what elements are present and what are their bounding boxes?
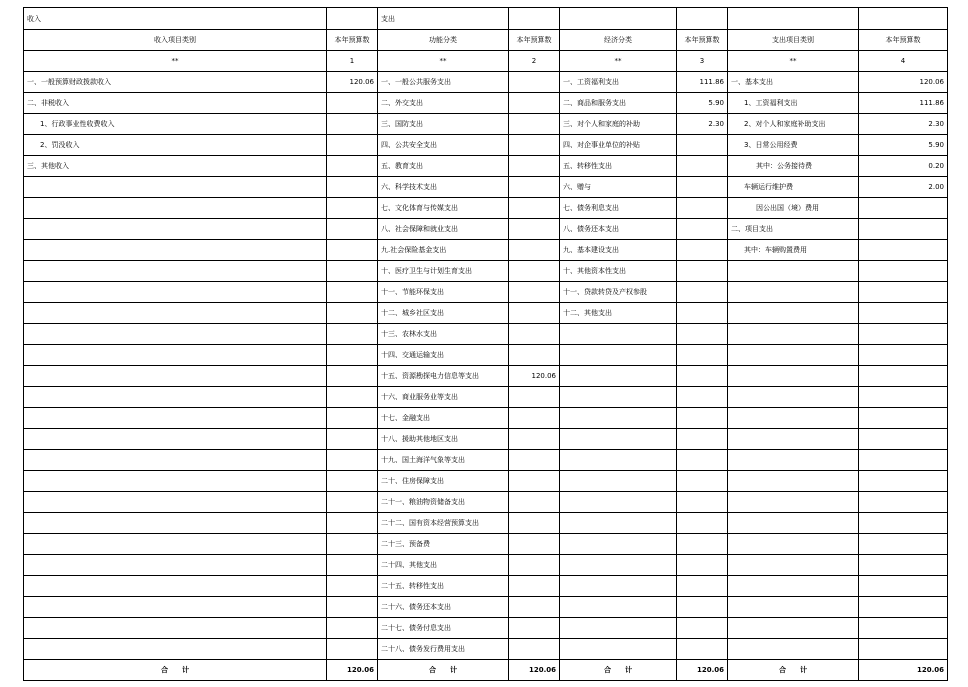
expense-item-label[interactable]: 二、项目支出 bbox=[728, 219, 859, 240]
income-item-value[interactable]: 120.06 bbox=[327, 72, 378, 93]
functional-item-value[interactable] bbox=[509, 639, 560, 660]
cell-empty[interactable] bbox=[24, 639, 327, 660]
functional-item-label[interactable]: 五、教育支出 bbox=[378, 156, 509, 177]
functional-item-label[interactable]: 十、医疗卫生与计划生育支出 bbox=[378, 261, 509, 282]
expense-section-title[interactable]: 支出 bbox=[378, 8, 509, 30]
cell-empty[interactable] bbox=[560, 618, 677, 639]
table-row bbox=[24, 240, 948, 261]
cell-empty[interactable] bbox=[728, 513, 859, 534]
economic-item-value[interactable] bbox=[677, 156, 728, 177]
cell-empty[interactable] bbox=[859, 261, 948, 282]
cell-empty[interactable] bbox=[560, 408, 677, 429]
cell-empty[interactable] bbox=[677, 8, 728, 30]
cell-empty[interactable] bbox=[859, 513, 948, 534]
cell-empty[interactable] bbox=[859, 408, 948, 429]
functional-item-label[interactable]: 十九、国土海洋气象等支出 bbox=[378, 450, 509, 471]
cell-empty[interactable] bbox=[677, 429, 728, 450]
index-marker[interactable]: ** bbox=[378, 51, 509, 72]
table-row bbox=[24, 156, 948, 177]
economic-item-label[interactable]: 一、工资福利支出 bbox=[560, 72, 677, 93]
cell-empty[interactable] bbox=[560, 429, 677, 450]
cell-empty[interactable] bbox=[24, 450, 327, 471]
cell-empty[interactable] bbox=[677, 324, 728, 345]
expense-item-label[interactable]: 1、工资福利支出 bbox=[728, 93, 859, 114]
economic-total-value[interactable]: 120.06 bbox=[677, 660, 728, 681]
cell-empty[interactable] bbox=[560, 576, 677, 597]
expense-item-label[interactable]: 3、日常公用经费 bbox=[728, 135, 859, 156]
functional-item-label[interactable]: 十三、农林水支出 bbox=[378, 324, 509, 345]
cell-empty[interactable] bbox=[327, 450, 378, 471]
cell-empty[interactable] bbox=[24, 534, 327, 555]
cell-empty[interactable] bbox=[677, 492, 728, 513]
functional-item-value[interactable] bbox=[509, 597, 560, 618]
expense-total-label[interactable]: 合 计 bbox=[728, 660, 859, 681]
cell-empty[interactable] bbox=[859, 597, 948, 618]
functional-item-label[interactable]: 二十、住房保障支出 bbox=[378, 471, 509, 492]
table-row bbox=[24, 93, 948, 114]
expense-item-value[interactable] bbox=[859, 240, 948, 261]
expense-total-value[interactable]: 120.06 bbox=[859, 660, 948, 681]
functional-item-value[interactable] bbox=[509, 513, 560, 534]
table-row bbox=[24, 492, 948, 513]
cell-empty[interactable] bbox=[327, 8, 378, 30]
economic-item-label[interactable]: 四、对企事业单位的补贴 bbox=[560, 135, 677, 156]
functional-item-value[interactable] bbox=[509, 576, 560, 597]
index-marker[interactable]: ** bbox=[560, 51, 677, 72]
cell-empty[interactable] bbox=[24, 492, 327, 513]
functional-item-value[interactable] bbox=[509, 345, 560, 366]
functional-item-label[interactable]: 二十一、粮油物资储备支出 bbox=[378, 492, 509, 513]
index-number[interactable]: 4 bbox=[859, 51, 948, 72]
cell-empty[interactable] bbox=[560, 471, 677, 492]
table-row bbox=[24, 618, 948, 639]
functional-item-value[interactable] bbox=[509, 219, 560, 240]
economic-item-label[interactable]: 十、其他资本性支出 bbox=[560, 261, 677, 282]
cell-empty[interactable] bbox=[728, 597, 859, 618]
cell-empty[interactable] bbox=[327, 345, 378, 366]
cell-empty[interactable] bbox=[327, 618, 378, 639]
cell-empty[interactable] bbox=[728, 345, 859, 366]
table-row bbox=[24, 429, 948, 450]
cell-empty[interactable] bbox=[327, 555, 378, 576]
cell-empty[interactable] bbox=[327, 534, 378, 555]
cell-empty[interactable] bbox=[728, 471, 859, 492]
cell-empty[interactable] bbox=[728, 534, 859, 555]
expense-item-label[interactable]: 因公出国（境）费用 bbox=[728, 198, 859, 219]
functional-item-value[interactable] bbox=[509, 324, 560, 345]
functional-item-value[interactable] bbox=[509, 114, 560, 135]
economic-item-value[interactable] bbox=[677, 240, 728, 261]
table-row bbox=[24, 177, 948, 198]
cell-empty[interactable] bbox=[24, 555, 327, 576]
cell-empty[interactable] bbox=[859, 471, 948, 492]
cell-empty[interactable] bbox=[859, 450, 948, 471]
cell-empty[interactable] bbox=[560, 387, 677, 408]
cell-empty[interactable] bbox=[728, 261, 859, 282]
functional-item-label[interactable]: 二十六、债务还本支出 bbox=[378, 597, 509, 618]
cell-empty[interactable] bbox=[728, 555, 859, 576]
cell-empty[interactable] bbox=[24, 576, 327, 597]
table-row bbox=[24, 534, 948, 555]
functional-item-value[interactable] bbox=[509, 303, 560, 324]
functional-item-label[interactable]: 二十三、预备费 bbox=[378, 534, 509, 555]
functional-item-value[interactable] bbox=[509, 93, 560, 114]
economic-item-value[interactable] bbox=[677, 303, 728, 324]
cell-empty[interactable] bbox=[327, 303, 378, 324]
cell-empty[interactable] bbox=[560, 492, 677, 513]
cell-empty[interactable] bbox=[327, 513, 378, 534]
functional-item-label[interactable]: 二十八、债务发行费用支出 bbox=[378, 639, 509, 660]
income-item-value[interactable] bbox=[327, 156, 378, 177]
expense-item-label[interactable]: 其中：公务接待费 bbox=[728, 156, 859, 177]
index-number[interactable]: 3 bbox=[677, 51, 728, 72]
functional-item-label[interactable]: 二十二、国有资本经营预算支出 bbox=[378, 513, 509, 534]
income-item-label[interactable]: 1、行政事业性收费收入 bbox=[24, 114, 327, 135]
expense-item-value[interactable]: 0.20 bbox=[859, 156, 948, 177]
table-row bbox=[24, 114, 948, 135]
cell-empty[interactable] bbox=[327, 261, 378, 282]
functional-item-value[interactable] bbox=[509, 135, 560, 156]
economic-item-label[interactable]: 二、商品和服务支出 bbox=[560, 93, 677, 114]
index-number[interactable]: 1 bbox=[327, 51, 378, 72]
economic-item-label[interactable]: 三、对个人和家庭的补助 bbox=[560, 114, 677, 135]
functional-item-label[interactable]: 九.社会保险基金支出 bbox=[378, 240, 509, 261]
functional-item-label[interactable]: 一、一般公共服务支出 bbox=[378, 72, 509, 93]
functional-item-label[interactable]: 六、科学技术支出 bbox=[378, 177, 509, 198]
table-row bbox=[24, 366, 948, 387]
cell-empty[interactable] bbox=[728, 408, 859, 429]
functional-item-label[interactable]: 十八、援助其他地区支出 bbox=[378, 429, 509, 450]
economic-item-label[interactable]: 十二、其他支出 bbox=[560, 303, 677, 324]
functional-item-value[interactable] bbox=[509, 618, 560, 639]
table-row bbox=[24, 219, 948, 240]
functional-item-value[interactable] bbox=[509, 450, 560, 471]
cell-empty[interactable] bbox=[24, 282, 327, 303]
income-item-label[interactable]: 2、罚没收入 bbox=[24, 135, 327, 156]
totals-row bbox=[24, 660, 948, 681]
functional-item-value[interactable] bbox=[509, 492, 560, 513]
cell-empty[interactable] bbox=[859, 576, 948, 597]
table-row bbox=[24, 408, 948, 429]
cell-empty[interactable] bbox=[24, 261, 327, 282]
table-row bbox=[24, 135, 948, 156]
cell-empty[interactable] bbox=[24, 597, 327, 618]
table-row bbox=[24, 282, 948, 303]
budget-amount-header[interactable]: 本年预算数 bbox=[859, 30, 948, 51]
functional-item-label[interactable]: 二、外交支出 bbox=[378, 93, 509, 114]
cell-empty[interactable] bbox=[728, 387, 859, 408]
functional-item-value[interactable] bbox=[509, 156, 560, 177]
functional-item-value[interactable] bbox=[509, 72, 560, 93]
cell-empty[interactable] bbox=[859, 303, 948, 324]
expense-item-value[interactable]: 2.00 bbox=[859, 177, 948, 198]
functional-item-label[interactable]: 二十七、债务付息支出 bbox=[378, 618, 509, 639]
functional-item-value[interactable] bbox=[509, 387, 560, 408]
cell-empty[interactable] bbox=[24, 408, 327, 429]
cell-empty[interactable] bbox=[24, 303, 327, 324]
cell-empty[interactable] bbox=[327, 240, 378, 261]
cell-empty[interactable] bbox=[560, 597, 677, 618]
economic-item-label[interactable]: 五、转移性支出 bbox=[560, 156, 677, 177]
table-row bbox=[24, 450, 948, 471]
table-row bbox=[24, 639, 948, 660]
cell-empty[interactable] bbox=[677, 639, 728, 660]
income-section-title[interactable]: 收入 bbox=[24, 8, 327, 30]
expense-item-value[interactable]: 120.06 bbox=[859, 72, 948, 93]
cell-empty[interactable] bbox=[859, 387, 948, 408]
functional-item-value[interactable] bbox=[509, 198, 560, 219]
cell-empty[interactable] bbox=[327, 597, 378, 618]
cell-empty[interactable] bbox=[859, 492, 948, 513]
cell-empty[interactable] bbox=[327, 429, 378, 450]
economic-item-value[interactable] bbox=[677, 198, 728, 219]
functional-total-label[interactable]: 合 计 bbox=[378, 660, 509, 681]
cell-empty[interactable] bbox=[859, 639, 948, 660]
income-item-value[interactable] bbox=[327, 93, 378, 114]
expense-item-label[interactable]: 一、基本支出 bbox=[728, 72, 859, 93]
table-row bbox=[24, 597, 948, 618]
cell-empty[interactable] bbox=[728, 429, 859, 450]
economic-item-value[interactable]: 5.90 bbox=[677, 93, 728, 114]
cell-empty[interactable] bbox=[728, 450, 859, 471]
expense-item-label[interactable]: 车辆运行维护费 bbox=[728, 177, 859, 198]
economic-item-label[interactable]: 八、债务还本支出 bbox=[560, 219, 677, 240]
cell-empty[interactable] bbox=[677, 534, 728, 555]
index-marker[interactable]: ** bbox=[24, 51, 327, 72]
cell-empty[interactable] bbox=[24, 429, 327, 450]
expense-category-header[interactable]: 支出项目类别 bbox=[728, 30, 859, 51]
functional-item-value[interactable] bbox=[509, 429, 560, 450]
table-row bbox=[24, 345, 948, 366]
cell-empty[interactable] bbox=[24, 366, 327, 387]
functional-item-value[interactable] bbox=[509, 261, 560, 282]
functional-item-label[interactable]: 十六、商业服务业等支出 bbox=[378, 387, 509, 408]
economic-item-label[interactable]: 十一、贷款转贷及产权参股 bbox=[560, 282, 677, 303]
income-item-label[interactable]: 二、非税收入 bbox=[24, 93, 327, 114]
budget-amount-header[interactable]: 本年预算数 bbox=[677, 30, 728, 51]
cell-empty[interactable] bbox=[24, 387, 327, 408]
cell-empty[interactable] bbox=[24, 177, 327, 198]
economic-item-value[interactable] bbox=[677, 261, 728, 282]
cell-empty[interactable] bbox=[728, 576, 859, 597]
cell-empty[interactable] bbox=[327, 408, 378, 429]
functional-item-value[interactable] bbox=[509, 282, 560, 303]
expense-item-value[interactable]: 5.90 bbox=[859, 135, 948, 156]
cell-empty[interactable] bbox=[728, 366, 859, 387]
functional-item-label[interactable]: 十四、交通运输支出 bbox=[378, 345, 509, 366]
cell-empty[interactable] bbox=[560, 639, 677, 660]
expense-item-value[interactable]: 111.86 bbox=[859, 93, 948, 114]
cell-empty[interactable] bbox=[327, 282, 378, 303]
cell-empty[interactable] bbox=[859, 534, 948, 555]
expense-item-value[interactable] bbox=[859, 198, 948, 219]
cell-empty[interactable] bbox=[560, 450, 677, 471]
functional-item-value[interactable]: 120.06 bbox=[509, 366, 560, 387]
expense-item-value[interactable]: 2.30 bbox=[859, 114, 948, 135]
cell-empty[interactable] bbox=[677, 513, 728, 534]
functional-item-value[interactable] bbox=[509, 408, 560, 429]
column-index-row bbox=[24, 51, 948, 72]
table-row bbox=[24, 471, 948, 492]
table-row bbox=[24, 303, 948, 324]
table-row bbox=[24, 324, 948, 345]
cell-empty[interactable] bbox=[327, 387, 378, 408]
cell-empty[interactable] bbox=[560, 555, 677, 576]
section-header-row bbox=[24, 8, 948, 30]
table-row bbox=[24, 72, 948, 93]
cell-empty[interactable] bbox=[859, 429, 948, 450]
functional-item-label[interactable]: 二十四、其他支出 bbox=[378, 555, 509, 576]
economic-item-value[interactable] bbox=[677, 177, 728, 198]
cell-empty[interactable] bbox=[509, 8, 560, 30]
cell-empty[interactable] bbox=[560, 366, 677, 387]
functional-item-label[interactable]: 十七、金融支出 bbox=[378, 408, 509, 429]
cell-empty[interactable] bbox=[859, 345, 948, 366]
cell-empty[interactable] bbox=[859, 555, 948, 576]
functional-item-value[interactable] bbox=[509, 177, 560, 198]
budget-table bbox=[23, 7, 948, 681]
cell-empty[interactable] bbox=[24, 471, 327, 492]
cell-empty[interactable] bbox=[327, 198, 378, 219]
functional-item-label[interactable]: 二十五、转移性支出 bbox=[378, 576, 509, 597]
cell-empty[interactable] bbox=[859, 618, 948, 639]
functional-class-header[interactable]: 功能分类 bbox=[378, 30, 509, 51]
cell-empty[interactable] bbox=[560, 8, 677, 30]
cell-empty[interactable] bbox=[677, 366, 728, 387]
cell-empty[interactable] bbox=[24, 618, 327, 639]
income-total-label[interactable]: 合 计 bbox=[24, 660, 327, 681]
cell-empty[interactable] bbox=[24, 513, 327, 534]
cell-empty[interactable] bbox=[24, 219, 327, 240]
index-marker[interactable]: ** bbox=[728, 51, 859, 72]
cell-empty[interactable] bbox=[677, 387, 728, 408]
functional-item-label[interactable]: 三、国防支出 bbox=[378, 114, 509, 135]
income-item-label[interactable]: 一、一般预算财政拨款收入 bbox=[24, 72, 327, 93]
cell-empty[interactable] bbox=[24, 198, 327, 219]
cell-empty[interactable] bbox=[327, 219, 378, 240]
expense-item-label[interactable]: 2、对个人和家庭补助支出 bbox=[728, 114, 859, 135]
economic-item-label[interactable]: 七、债务利息支出 bbox=[560, 198, 677, 219]
table-row bbox=[24, 513, 948, 534]
budget-amount-header[interactable]: 本年预算数 bbox=[327, 30, 378, 51]
economic-item-value[interactable]: 111.86 bbox=[677, 72, 728, 93]
table-row bbox=[24, 198, 948, 219]
functional-item-label[interactable]: 十一、节能环保支出 bbox=[378, 282, 509, 303]
economic-item-value[interactable] bbox=[677, 219, 728, 240]
budget-amount-header[interactable]: 本年预算数 bbox=[509, 30, 560, 51]
functional-item-label[interactable]: 四、公共安全支出 bbox=[378, 135, 509, 156]
income-item-value[interactable] bbox=[327, 135, 378, 156]
cell-empty[interactable] bbox=[728, 324, 859, 345]
cell-empty[interactable] bbox=[677, 597, 728, 618]
cell-empty[interactable] bbox=[677, 576, 728, 597]
cell-empty[interactable] bbox=[560, 345, 677, 366]
cell-empty[interactable] bbox=[728, 618, 859, 639]
functional-item-label[interactable]: 七、文化体育与传媒支出 bbox=[378, 198, 509, 219]
economic-item-label[interactable]: 九、基本建设支出 bbox=[560, 240, 677, 261]
cell-empty[interactable] bbox=[560, 513, 677, 534]
expense-item-value[interactable] bbox=[859, 219, 948, 240]
cell-empty[interactable] bbox=[327, 366, 378, 387]
expense-item-label[interactable]: 其中：车辆购置费用 bbox=[728, 240, 859, 261]
functional-item-value[interactable] bbox=[509, 471, 560, 492]
cell-empty[interactable] bbox=[327, 492, 378, 513]
cell-empty[interactable] bbox=[677, 618, 728, 639]
functional-item-label[interactable]: 十五、资源勘探电力信息等支出 bbox=[378, 366, 509, 387]
table-row bbox=[24, 387, 948, 408]
cell-empty[interactable] bbox=[859, 366, 948, 387]
income-item-label[interactable]: 三、其他收入 bbox=[24, 156, 327, 177]
cell-empty[interactable] bbox=[728, 8, 859, 30]
cell-empty[interactable] bbox=[24, 324, 327, 345]
cell-empty[interactable] bbox=[677, 450, 728, 471]
cell-empty[interactable] bbox=[327, 471, 378, 492]
cell-empty[interactable] bbox=[728, 282, 859, 303]
economic-item-value[interactable]: 2.30 bbox=[677, 114, 728, 135]
index-number[interactable]: 2 bbox=[509, 51, 560, 72]
functional-item-value[interactable] bbox=[509, 534, 560, 555]
cell-empty[interactable] bbox=[24, 240, 327, 261]
functional-item-label[interactable]: 八、社会保障和就业支出 bbox=[378, 219, 509, 240]
cell-empty[interactable] bbox=[728, 492, 859, 513]
functional-item-value[interactable] bbox=[509, 555, 560, 576]
cell-empty[interactable] bbox=[859, 8, 948, 30]
income-category-header[interactable]: 收入项目类别 bbox=[24, 30, 327, 51]
cell-empty[interactable] bbox=[859, 282, 948, 303]
cell-empty[interactable] bbox=[327, 576, 378, 597]
table-row bbox=[24, 576, 948, 597]
cell-empty[interactable] bbox=[560, 534, 677, 555]
functional-total-value[interactable]: 120.06 bbox=[509, 660, 560, 681]
income-item-value[interactable] bbox=[327, 114, 378, 135]
cell-empty[interactable] bbox=[728, 303, 859, 324]
cell-empty[interactable] bbox=[327, 324, 378, 345]
functional-item-value[interactable] bbox=[509, 240, 560, 261]
cell-empty[interactable] bbox=[677, 555, 728, 576]
economic-total-label[interactable]: 合 计 bbox=[560, 660, 677, 681]
cell-empty[interactable] bbox=[677, 345, 728, 366]
cell-empty[interactable] bbox=[327, 639, 378, 660]
cell-empty[interactable] bbox=[728, 639, 859, 660]
economic-class-header[interactable]: 经济分类 bbox=[560, 30, 677, 51]
economic-item-label[interactable]: 六、赠与 bbox=[560, 177, 677, 198]
table-row bbox=[24, 261, 948, 282]
cell-empty[interactable] bbox=[24, 345, 327, 366]
cell-empty[interactable] bbox=[859, 324, 948, 345]
cell-empty[interactable] bbox=[677, 471, 728, 492]
budget-sheet bbox=[23, 7, 947, 681]
income-total-value[interactable]: 120.06 bbox=[327, 660, 378, 681]
functional-item-label[interactable]: 十二、城乡社区支出 bbox=[378, 303, 509, 324]
table-row bbox=[24, 555, 948, 576]
cell-empty[interactable] bbox=[327, 177, 378, 198]
cell-empty[interactable] bbox=[677, 408, 728, 429]
economic-item-value[interactable] bbox=[677, 282, 728, 303]
cell-empty[interactable] bbox=[560, 324, 677, 345]
economic-item-value[interactable] bbox=[677, 135, 728, 156]
column-header-row bbox=[24, 30, 948, 51]
